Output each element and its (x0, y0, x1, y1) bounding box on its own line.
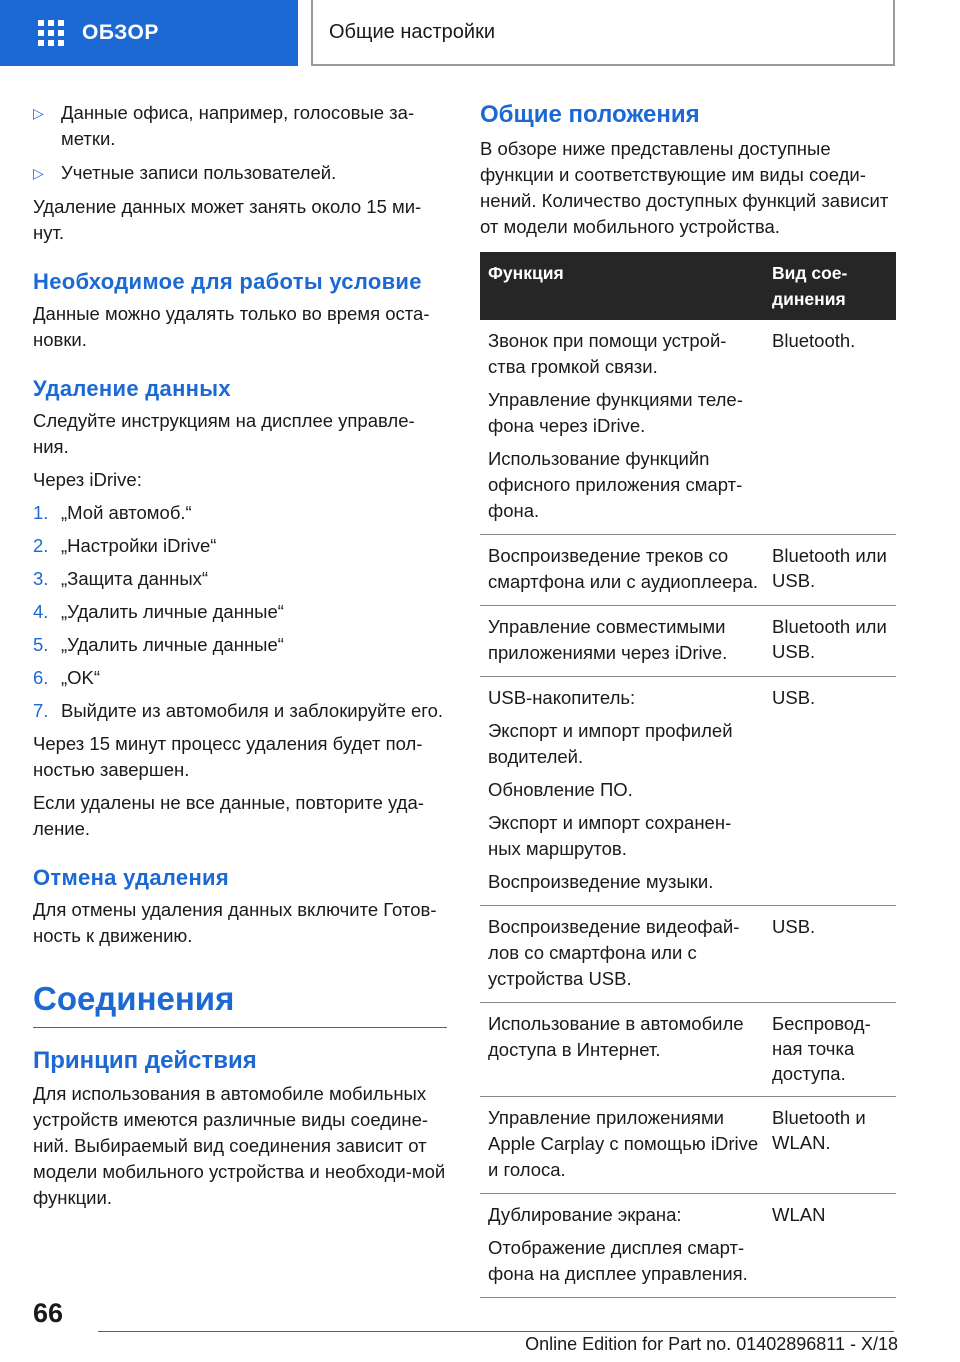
chapter-title-box (311, 0, 895, 66)
step-item: 7. Выйдите из автомобиля и заблокируйте его. (33, 700, 444, 721)
left-column (33, 100, 447, 1218)
footer-divider (98, 1331, 894, 1332)
functions-table (480, 252, 896, 1298)
step-item: 4. „Удалить личные данные“ (33, 601, 284, 622)
cancel-text: Для отмены удаления данных включите Готов-ность к движению. (33, 899, 437, 946)
chapter-title: Общие настройки (329, 20, 495, 43)
table-row (480, 1194, 896, 1298)
function-cell (480, 1194, 770, 1298)
step-item: 5. „Удалить личные данные“ (33, 634, 284, 655)
data-bullet-list (33, 100, 447, 186)
table-row (480, 320, 896, 535)
retry-text: Если удалены не все данные, повторите уда-ление. (33, 792, 424, 839)
table-body (480, 320, 896, 1298)
function-cell (480, 606, 770, 677)
overview-tab[interactable] (0, 0, 298, 66)
function-cell (480, 677, 770, 906)
general-intro: В обзоре ниже представлены доступные функции и соответствующие им виды соеди-нений. Количество доступных функций зависит от модели мобильного устройства. (480, 138, 889, 237)
step-item: 3. „Защита данных“ (33, 568, 209, 589)
principle-text: Для использования в автомобиле мобильных устройств имеются различные виды соедине-ний. Выбираемый вид соединения зависит от модели мобильного устройства и необходи-мой функции. (33, 1083, 446, 1208)
table-row (480, 535, 896, 606)
step-item: 6. „OK“ (33, 667, 101, 688)
deletion-heading: Удаление данных (33, 376, 231, 401)
list-item: ▷ Данные офиса, например, голосовые за-метки. (33, 102, 415, 149)
connection-cell: Bluetooth и WLAN. (770, 1097, 896, 1194)
column-header-function: Функция (480, 252, 770, 320)
function-text: USB-накопитель: (488, 687, 636, 708)
function-text: Звонок при помощи устрой-ства громкой связи. (488, 330, 727, 377)
connection-cell: Bluetooth или USB. (770, 606, 896, 677)
triangle-bullet-icon: ▷ (33, 165, 44, 181)
function-cell (480, 906, 770, 1003)
function-cell (480, 1003, 770, 1097)
function-cell (480, 535, 770, 606)
connection-cell: USB. (770, 906, 896, 1003)
table-row (480, 606, 896, 677)
right-column (480, 100, 896, 1298)
connection-cell: WLAN (770, 1194, 896, 1298)
function-text: Использование в автомобиле доступа в Интернет. (488, 1013, 744, 1060)
triangle-bullet-icon: ▷ (33, 105, 44, 121)
cancel-heading: Отмена удаления (33, 865, 229, 890)
function-text: Дублирование экрана: (488, 1204, 682, 1225)
function-text: Использование функцийn офисного приложения смарт-фона. (488, 448, 743, 521)
principle-heading: Принцип действия (33, 1047, 257, 1074)
deletion-instruction: Следуйте инструкциям на дисплее управле-ния. (33, 410, 415, 457)
table-row (480, 677, 896, 906)
via-idrive-label: Через iDrive: (33, 469, 142, 490)
table-row (480, 1003, 896, 1097)
function-text: Экспорт и импорт профилей водителей. (488, 720, 733, 767)
function-text: Управление функциями теле-фона через iDrive. (488, 389, 743, 436)
connection-cell: Bluetooth. (770, 320, 896, 535)
function-text: Обновление ПО. (488, 779, 633, 800)
function-text: Отображение дисплея смарт-фона на дисплее управления. (488, 1237, 748, 1284)
deletion-time-text: Удаление данных может занять около 15 ми-нут. (33, 196, 422, 243)
function-text: Управление приложениями Apple Carplay с помощью iDrive и голоса. (488, 1107, 759, 1180)
connection-cell: Bluetooth или USB. (770, 535, 896, 606)
function-text: Воспроизведение треков со смартфона или с аудиоплеера. (488, 545, 759, 592)
function-cell (480, 320, 770, 535)
function-cell (480, 1097, 770, 1194)
list-item: ▷ Учетные записи пользователей. (33, 160, 447, 186)
grid-menu-icon (38, 20, 64, 46)
requirement-text: Данные можно удалять только во время оста-новки. (33, 303, 430, 350)
edition-text: Online Edition for Part no. 01402896811 - X/18 (525, 1334, 898, 1354)
overview-tab-label: ОБЗОР (82, 21, 159, 44)
connection-cell: USB. (770, 677, 896, 906)
function-text: Воспроизведение видеофай-лов со смартфона или с устройства USB. (488, 916, 740, 989)
connections-heading: Соединения (33, 979, 447, 1028)
function-text: Управление совместимыми приложениями через iDrive. (488, 616, 728, 663)
page-number: 66 (33, 1298, 64, 1328)
step-item: 2. „Настройки iDrive“ (33, 535, 217, 556)
function-text: Воспроизведение музыки. (488, 871, 714, 892)
function-text: Экспорт и импорт сохранен-ных маршрутов. (488, 812, 732, 859)
connection-cell: Беспровод-ная точка доступа. (770, 1003, 896, 1097)
general-heading: Общие положения (480, 101, 700, 128)
page-header (0, 0, 960, 66)
column-header-connection: Вид сое-динения (770, 252, 896, 320)
requirement-heading: Необходимое для работы условие (33, 269, 422, 294)
deletion-steps (33, 500, 447, 724)
table-row (480, 906, 896, 1003)
step-item: 1. „Мой автомоб.“ (33, 502, 192, 523)
completion-text: Через 15 минут процесс удаления будет пол-ностью завершен. (33, 733, 423, 780)
table-header-row (480, 252, 896, 320)
table-row (480, 1097, 896, 1194)
